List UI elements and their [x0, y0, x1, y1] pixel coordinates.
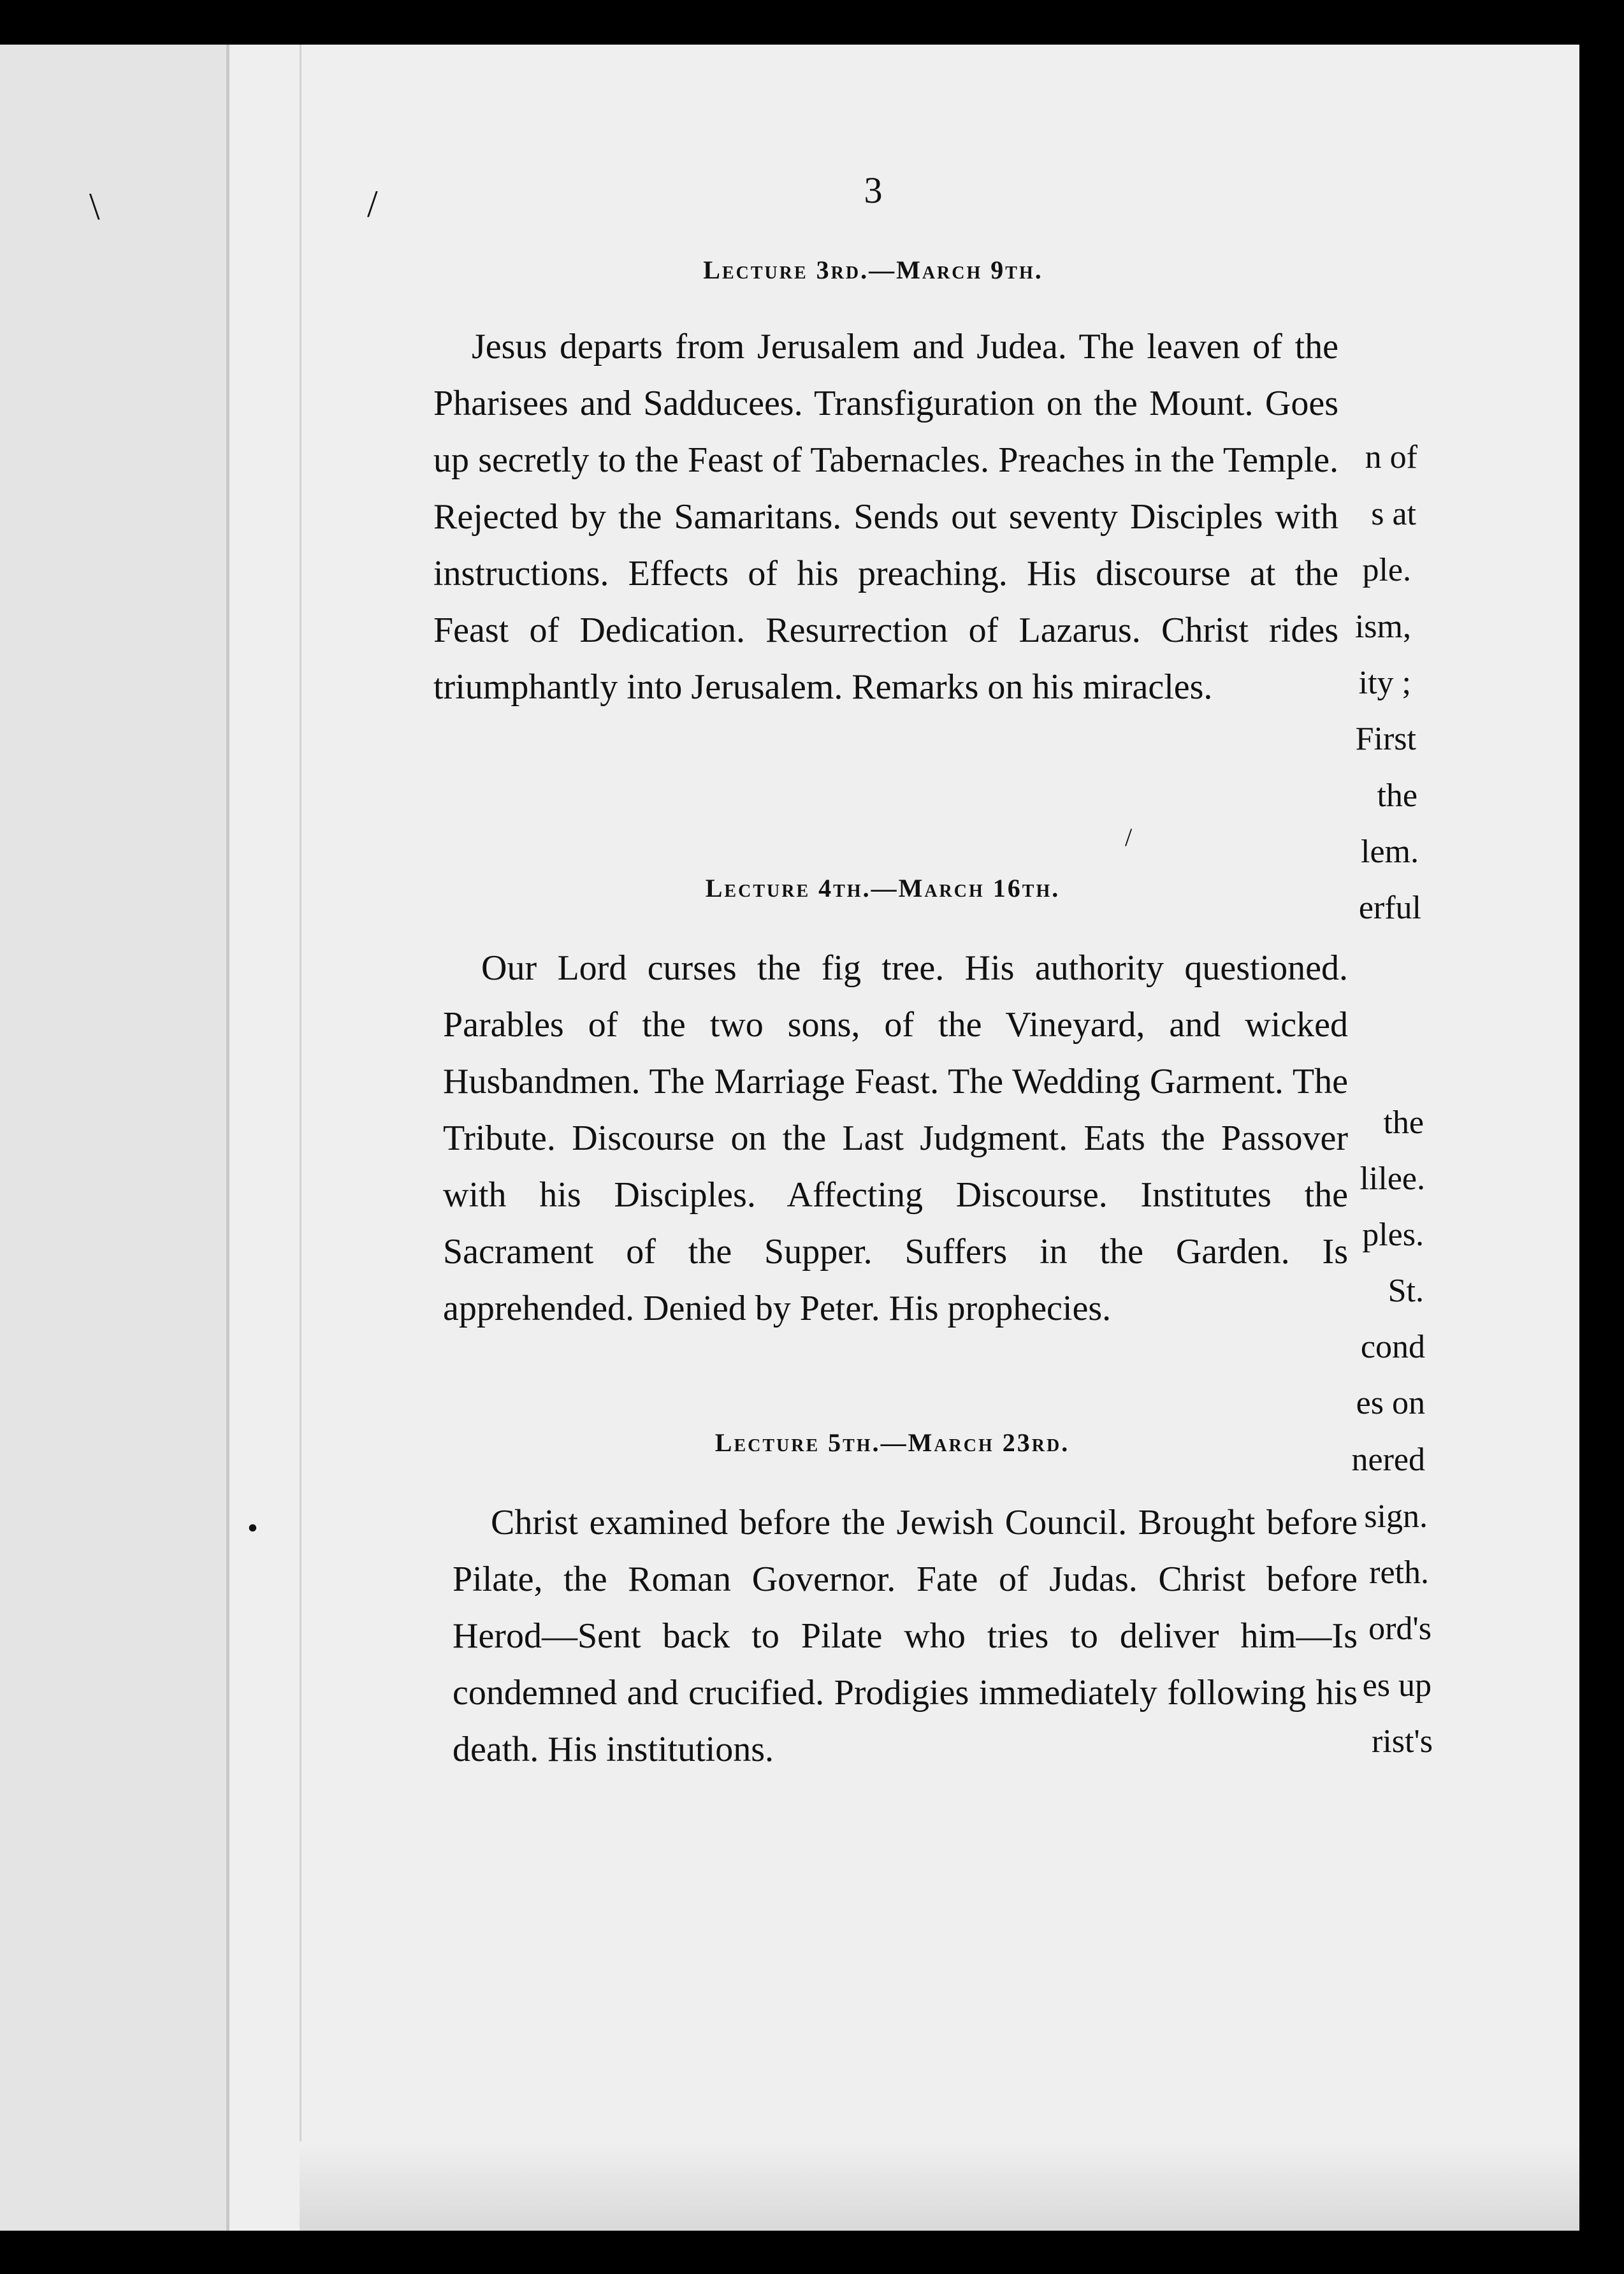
lecture-heading: Lecture 3rd.—March 9th.	[703, 256, 1043, 284]
gutter-line	[300, 45, 301, 2231]
lecture-heading: Lecture 4th.—March 16th.	[705, 874, 1061, 902]
facing-page-line: s at	[1371, 496, 1416, 532]
facing-page-line: ity ;	[1358, 665, 1411, 701]
facing-page-line: erful	[1358, 890, 1421, 926]
ink-mark: •	[247, 1511, 258, 1545]
facing-page-line: ple.	[1362, 552, 1411, 588]
facing-page-line: ord's	[1368, 1611, 1432, 1647]
facing-page-line: the	[1383, 1104, 1424, 1141]
lecture-summary: Our Lord curses the fig tree. His authority questioned. Parables of the two sons, of the Vineyard, and wicked Husbandmen. The Marriage Feast. The Wedding Garment. The Tribute. Discourse on the Last Judgment. Eats the Passover with his Disciples. Affecting Discourse. Institutes the Sacrament of the Supper. Suffers in the Garden. Is apprehended. Denied by Peter. His prophecies.	[443, 948, 1348, 1328]
facing-page-line: rist's	[1371, 1723, 1433, 1760]
ink-mark: /	[1125, 823, 1133, 851]
lecture-summary: Jesus departs from Jerusalem and Judea. The leaven of the Pharisees and Sadducees. Transfiguration on the Mount. Goes up secretly to the Feast of Tabernacles. Preaches in the Temple. Rejected by the Samaritans. Sends out seventy Disciples with instructions. Effects of his preaching. His discourse at the Feast of Dedication. Resurrection of Lazarus. Christ rides triumphantly into Jerusalem. Remarks on his miracles.	[433, 327, 1338, 707]
scanned-page	[0, 45, 1579, 2231]
facing-page-line: ples.	[1362, 1217, 1424, 1253]
facing-page-line: St.	[1388, 1273, 1424, 1309]
lecture-heading: Lecture 5th.—March 23rd.	[714, 1428, 1070, 1457]
facing-page-line: lem.	[1361, 834, 1419, 870]
facing-page-line: the	[1377, 778, 1417, 814]
facing-page-line: reth.	[1369, 1554, 1429, 1591]
facing-page-line: ism,	[1354, 609, 1411, 645]
facing-page-line: cond	[1360, 1329, 1425, 1365]
facing-page-line: sign.	[1364, 1498, 1428, 1535]
facing-page-edge	[0, 45, 229, 2231]
facing-page-line: lilee.	[1359, 1161, 1425, 1197]
ink-mark: /	[367, 183, 378, 225]
facing-page-line: es up	[1362, 1667, 1432, 1704]
facing-page-text	[1350, 45, 1579, 2231]
ink-mark: \	[89, 185, 100, 228]
facing-page-line: First	[1355, 721, 1416, 757]
lecture-summary: Christ examined before the Jewish Council. Brought before Pilate, the Roman Governor. Fate of Judas. Christ before Herod—Sent back to Pilate who tries to deliver him—Is condemned and crucified. Prodigies immediately following his death. His institutions.	[453, 1503, 1358, 1769]
facing-page-line: nered	[1351, 1442, 1425, 1478]
facing-page-line: es on	[1356, 1385, 1425, 1421]
page-number: 3	[864, 170, 883, 211]
gutter-line	[226, 45, 229, 2231]
facing-page-line: n of	[1365, 439, 1417, 475]
